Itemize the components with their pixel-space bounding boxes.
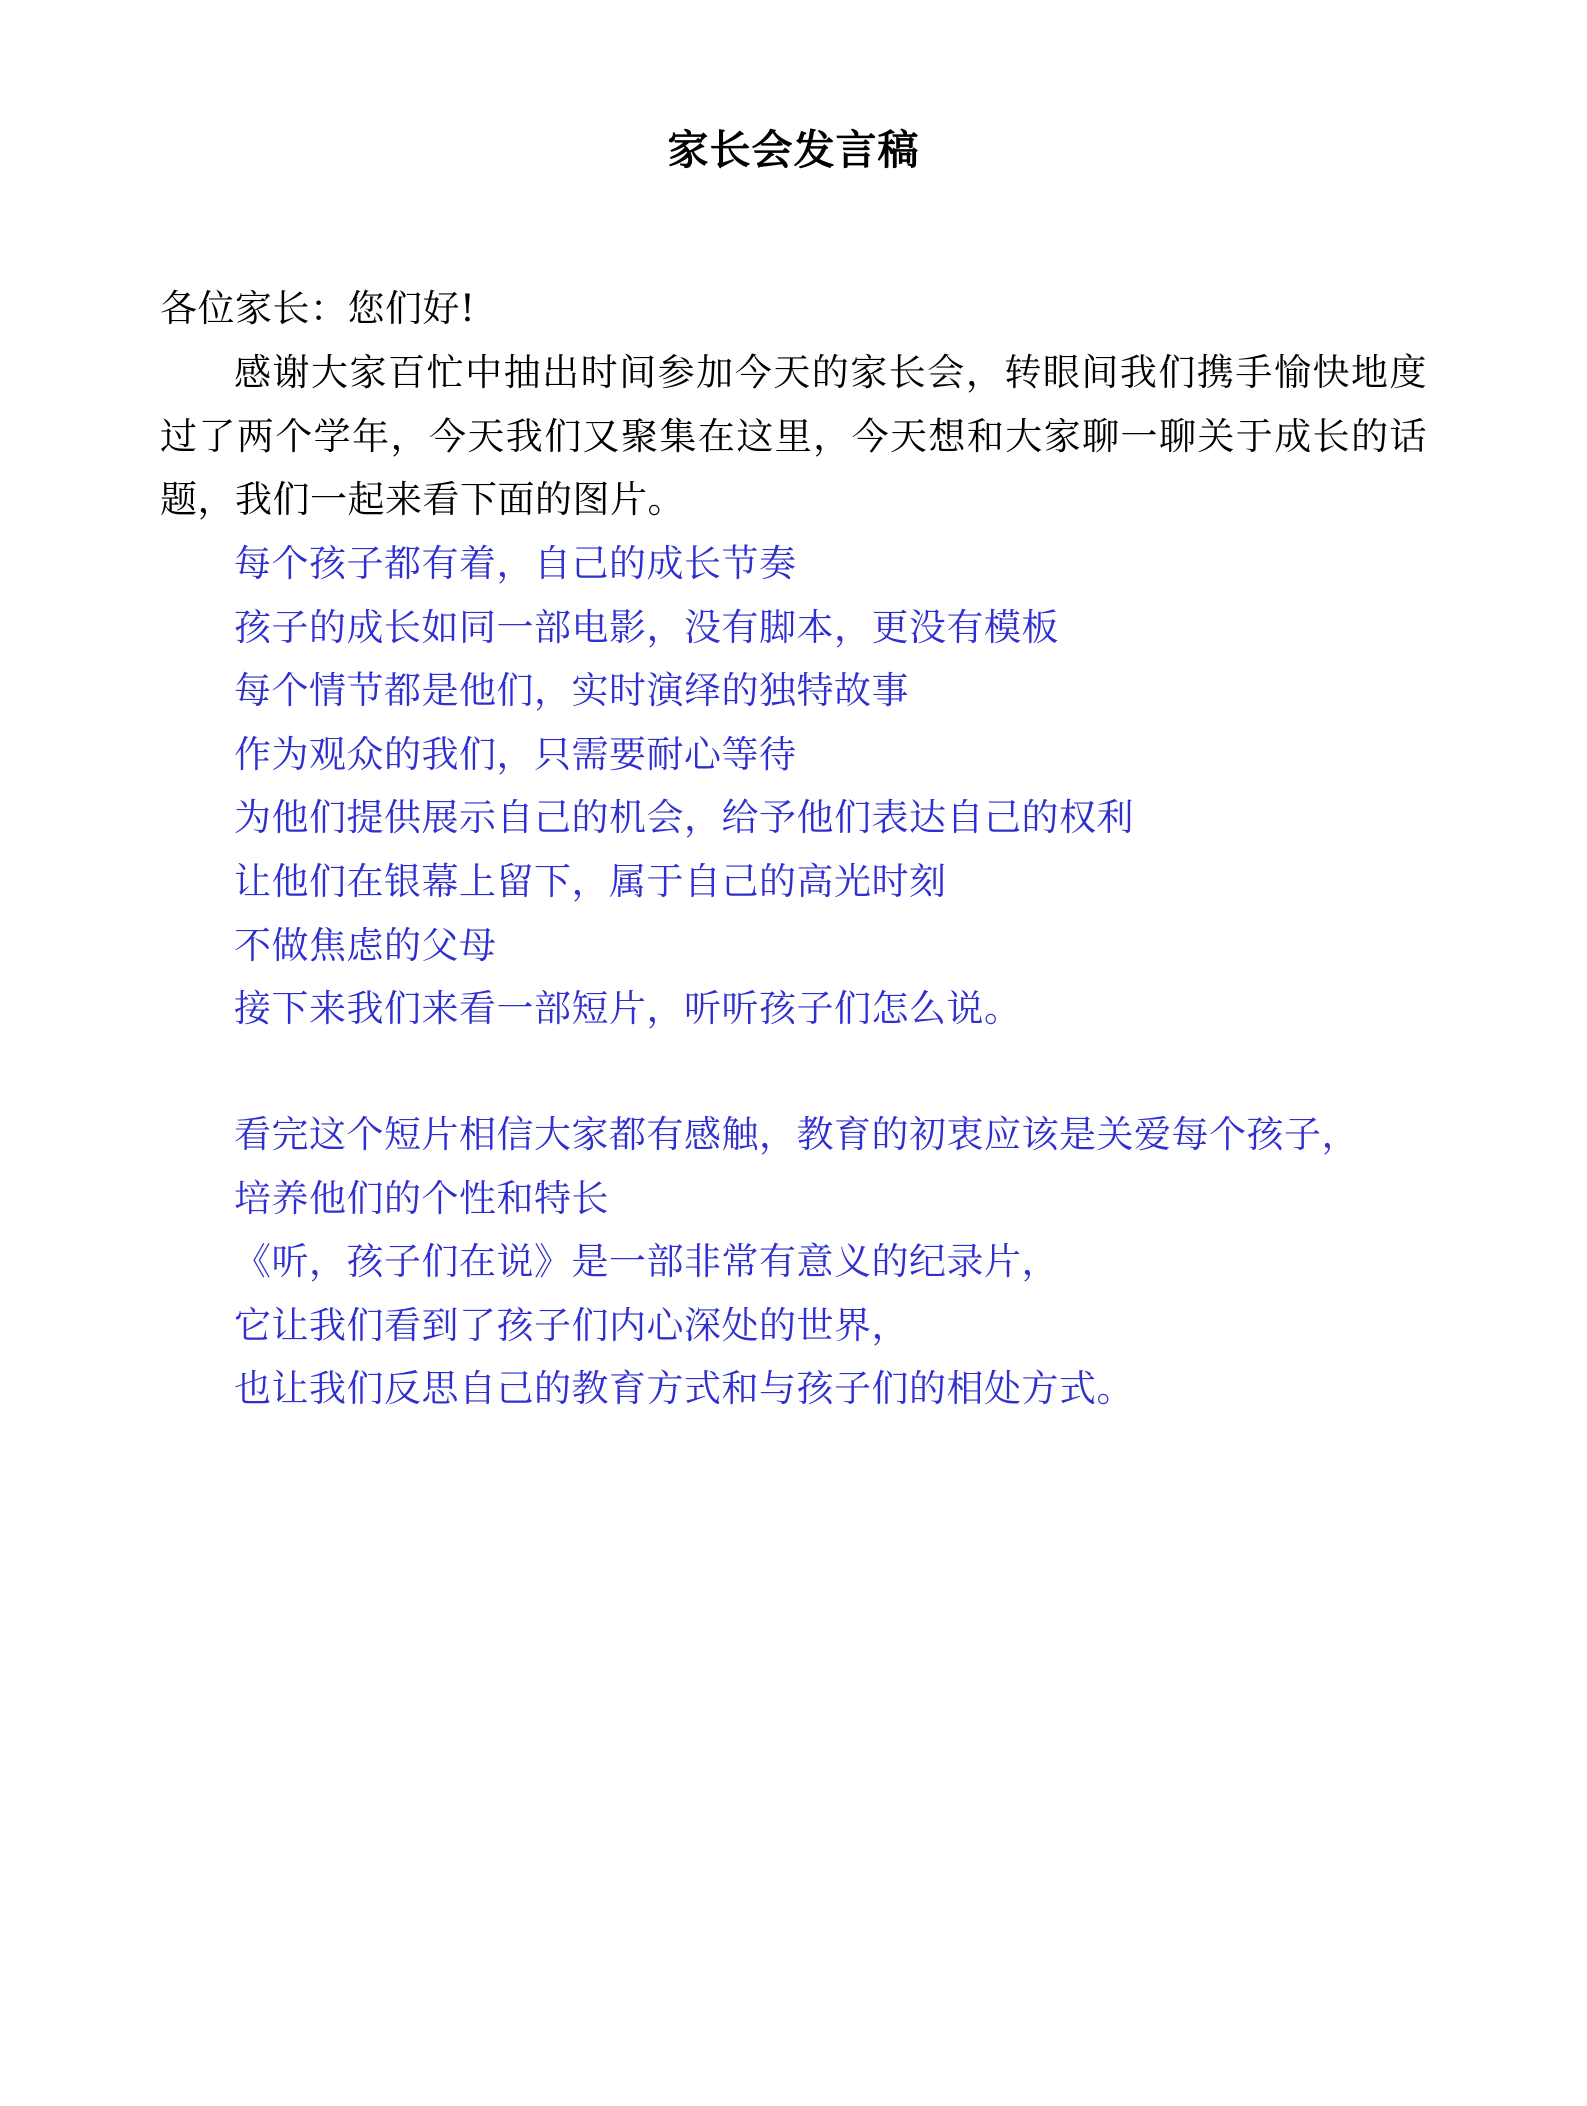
paragraph-greeting: 各位家长：您们好!: [160, 287, 476, 331]
paragraph-line-9: 看完这个短片相信大家都有感触，教育的初衷应该是关爱每个孩子，: [234, 1112, 1359, 1156]
paragraph-line-6: 让他们在银幕上留下，属于自己的高光时刻: [234, 860, 947, 904]
paragraph-line-5: 为他们提供展示自己的机会，给予他们表达自己的权利: [234, 796, 1134, 840]
paragraph-spacer: [160, 1041, 1427, 1103]
paragraph-line-8: 接下来我们来看一部短片，听听孩子们怎么说。: [234, 987, 1022, 1031]
highlight-block-2: [160, 1167, 1427, 1422]
paragraph-line-12: 它让我们看到了孩子们内心深处的世界，: [234, 1303, 909, 1347]
paragraph-line-11: 《听，孩子们在说》是一部非常有意义的纪录片，: [234, 1240, 1059, 1284]
paragraph-line-10: 培养他们的个性和特长: [234, 1176, 609, 1220]
paragraph-line-3: 每个情节都是他们，实时演绎的独特故事: [234, 669, 909, 713]
highlight-block-1: [160, 532, 1427, 1041]
document-title: 家长会发言稿: [667, 126, 920, 174]
paragraph-line-2: 孩子的成长如同一部电影，没有脚本，更没有模板: [234, 605, 1059, 649]
paragraph-line-1: 每个孩子都有着，自己的成长节奏: [234, 541, 797, 585]
paragraph-opening: 感谢大家百忙中抽出时间参加今天的家长会，转眼间我们携手愉快地度过了两个学年，今天我们又聚集在这里，今天想和大家聊一聊关于成长的话题，我们一起来看下面的图片。: [160, 351, 1427, 522]
paragraph-line-7: 不做焦虑的父母: [234, 923, 497, 967]
paragraph-line-13: 也让我们反思自己的教育方式和与孩子们的相处方式。: [234, 1367, 1134, 1411]
title-spacer: [160, 179, 1427, 277]
paragraph-line-4: 作为观众的我们，只需要耐心等待: [234, 732, 797, 776]
